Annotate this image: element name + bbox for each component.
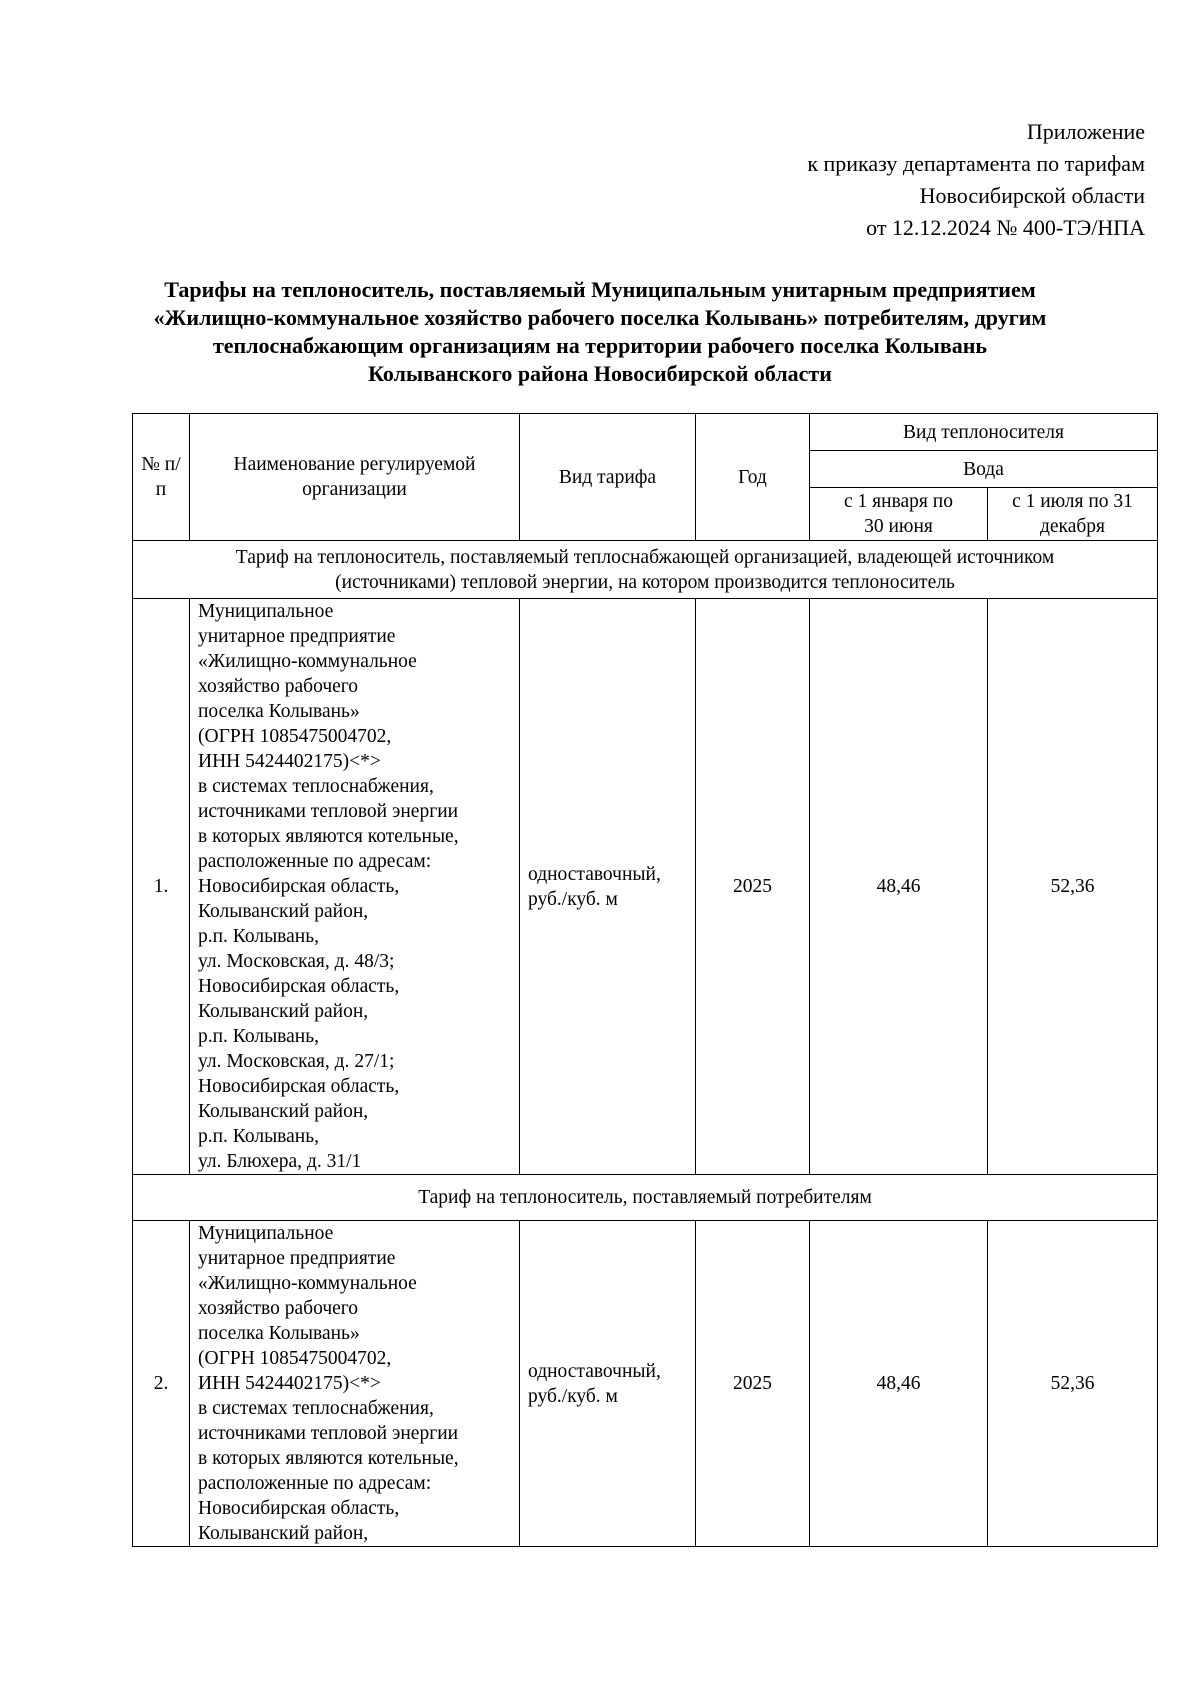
org-cell — [190, 599, 520, 1175]
approval-line: Новосибирской области — [919, 183, 1145, 208]
org-lines — [198, 1221, 511, 1546]
title-line: «Жилищно-коммунальное хозяйство рабочего поселка Колывань» потребителям, другим — [153, 305, 1047, 330]
org-cell — [190, 1221, 520, 1547]
header-row — [133, 414, 1158, 451]
org-line: Новосибирская область, — [198, 1076, 400, 1097]
header-org: Наименование регулируемой организации — [190, 414, 520, 541]
table-row — [133, 599, 1158, 1175]
org-line: Новосибирская область, — [198, 1498, 400, 1519]
value-period-1: 48,46 — [810, 599, 988, 1175]
org-line: расположенные по адресам: — [198, 1473, 432, 1494]
org-line: «Жилищно-коммунальное — [198, 651, 417, 672]
org-line: Муниципальное — [198, 1223, 334, 1244]
org-lines — [198, 599, 511, 1174]
tariff-type-cell: одноставочный, руб./куб. м — [520, 1221, 696, 1547]
header-carrier: Вид теплоносителя — [810, 414, 1158, 451]
title-line: Колыванского района Новосибирской области — [368, 361, 832, 386]
org-line: Колыванский район, — [198, 901, 369, 922]
org-line: расположенные по адресам: — [198, 851, 432, 872]
value-period-2: 52,36 — [988, 599, 1158, 1175]
org-line: Колыванский район, — [198, 1001, 369, 1022]
org-line: источниками тепловой энергии — [198, 1423, 459, 1444]
section-row — [133, 541, 1158, 599]
org-line: ул. Московская, д. 27/1; — [198, 1051, 395, 1072]
value-period-2: 52,36 — [988, 1221, 1158, 1547]
org-line: р.п. Колывань, — [198, 1026, 319, 1047]
tariff-type-cell: одноставочный, руб./куб. м — [520, 599, 696, 1175]
org-line: Муниципальное — [198, 601, 334, 622]
org-line: (ОГРН 1085475004702, — [198, 726, 392, 747]
approval-line: Приложение — [1026, 119, 1145, 144]
header-tariff-type: Вид тарифа — [520, 414, 696, 541]
org-line: р.п. Колывань, — [198, 926, 319, 947]
org-line: (ОГРН 1085475004702, — [198, 1348, 392, 1369]
header-year: Год — [696, 414, 810, 541]
header-period-1: с 1 января по 30 июня — [810, 488, 988, 541]
row-num: 2. — [133, 1221, 190, 1547]
approval-line: от 12.12.2024 № 400-ТЭ/НПА — [866, 215, 1145, 240]
section-title: Тариф на теплоноситель, поставляемый потребителям — [133, 1175, 1158, 1221]
org-line: в которых являются котельные, — [198, 1448, 459, 1469]
section-row — [133, 1175, 1158, 1221]
org-line: унитарное предприятие — [198, 1248, 396, 1269]
value-period-1: 48,46 — [810, 1221, 988, 1547]
org-line: хозяйство рабочего — [198, 1298, 359, 1319]
org-line: в системах теплоснабжения, — [198, 1398, 434, 1419]
header-num: № п/п — [133, 414, 190, 541]
approval-line: к приказу департамента по тарифам — [807, 151, 1145, 176]
org-line: ул. Московская, д. 48/3; — [198, 951, 395, 972]
org-line: в системах теплоснабжения, — [198, 776, 434, 797]
year-cell: 2025 — [696, 1221, 810, 1547]
org-line: «Жилищно-коммунальное — [198, 1273, 417, 1294]
org-line: Колыванский район, — [198, 1101, 369, 1122]
title-line: Тарифы на теплоноситель, поставляемый Муниципальным унитарным предприятием — [164, 277, 1036, 302]
tariffs-table — [132, 413, 1158, 1547]
org-line: р.п. Колывань, — [198, 1126, 319, 1147]
org-line: источниками тепловой энергии — [198, 801, 459, 822]
org-line: поселка Колывань» — [198, 701, 360, 722]
row-num: 1. — [133, 599, 190, 1175]
approval-block — [807, 116, 1145, 244]
title-line: теплоснабжающим организациям на территории рабочего поселка Колывань — [212, 333, 988, 358]
org-line: в которых являются котельные, — [198, 826, 459, 847]
section-title: Тариф на теплоноситель, поставляемый теплоснабжающей организацией, владеющей источником (источниками) тепловой энергии, на котором производится теплоноситель — [133, 541, 1158, 599]
header-water: Вода — [810, 451, 1158, 488]
org-line: Новосибирская область, — [198, 876, 400, 897]
org-line: поселка Колывань» — [198, 1323, 360, 1344]
org-line: ИНН 5424402175)<*> — [198, 1373, 381, 1394]
year-cell: 2025 — [696, 599, 810, 1175]
org-line: ул. Блюхера, д. 31/1 — [198, 1151, 362, 1172]
org-line: унитарное предприятие — [198, 626, 396, 647]
table-row — [133, 1221, 1158, 1547]
org-line: хозяйство рабочего — [198, 676, 359, 697]
org-line: ИНН 5424402175)<*> — [198, 751, 381, 772]
document-title — [120, 276, 1080, 388]
header-period-2: с 1 июля по 31 декабря — [988, 488, 1158, 541]
org-line: Колыванский район, — [198, 1523, 369, 1544]
org-line: Новосибирская область, — [198, 976, 400, 997]
